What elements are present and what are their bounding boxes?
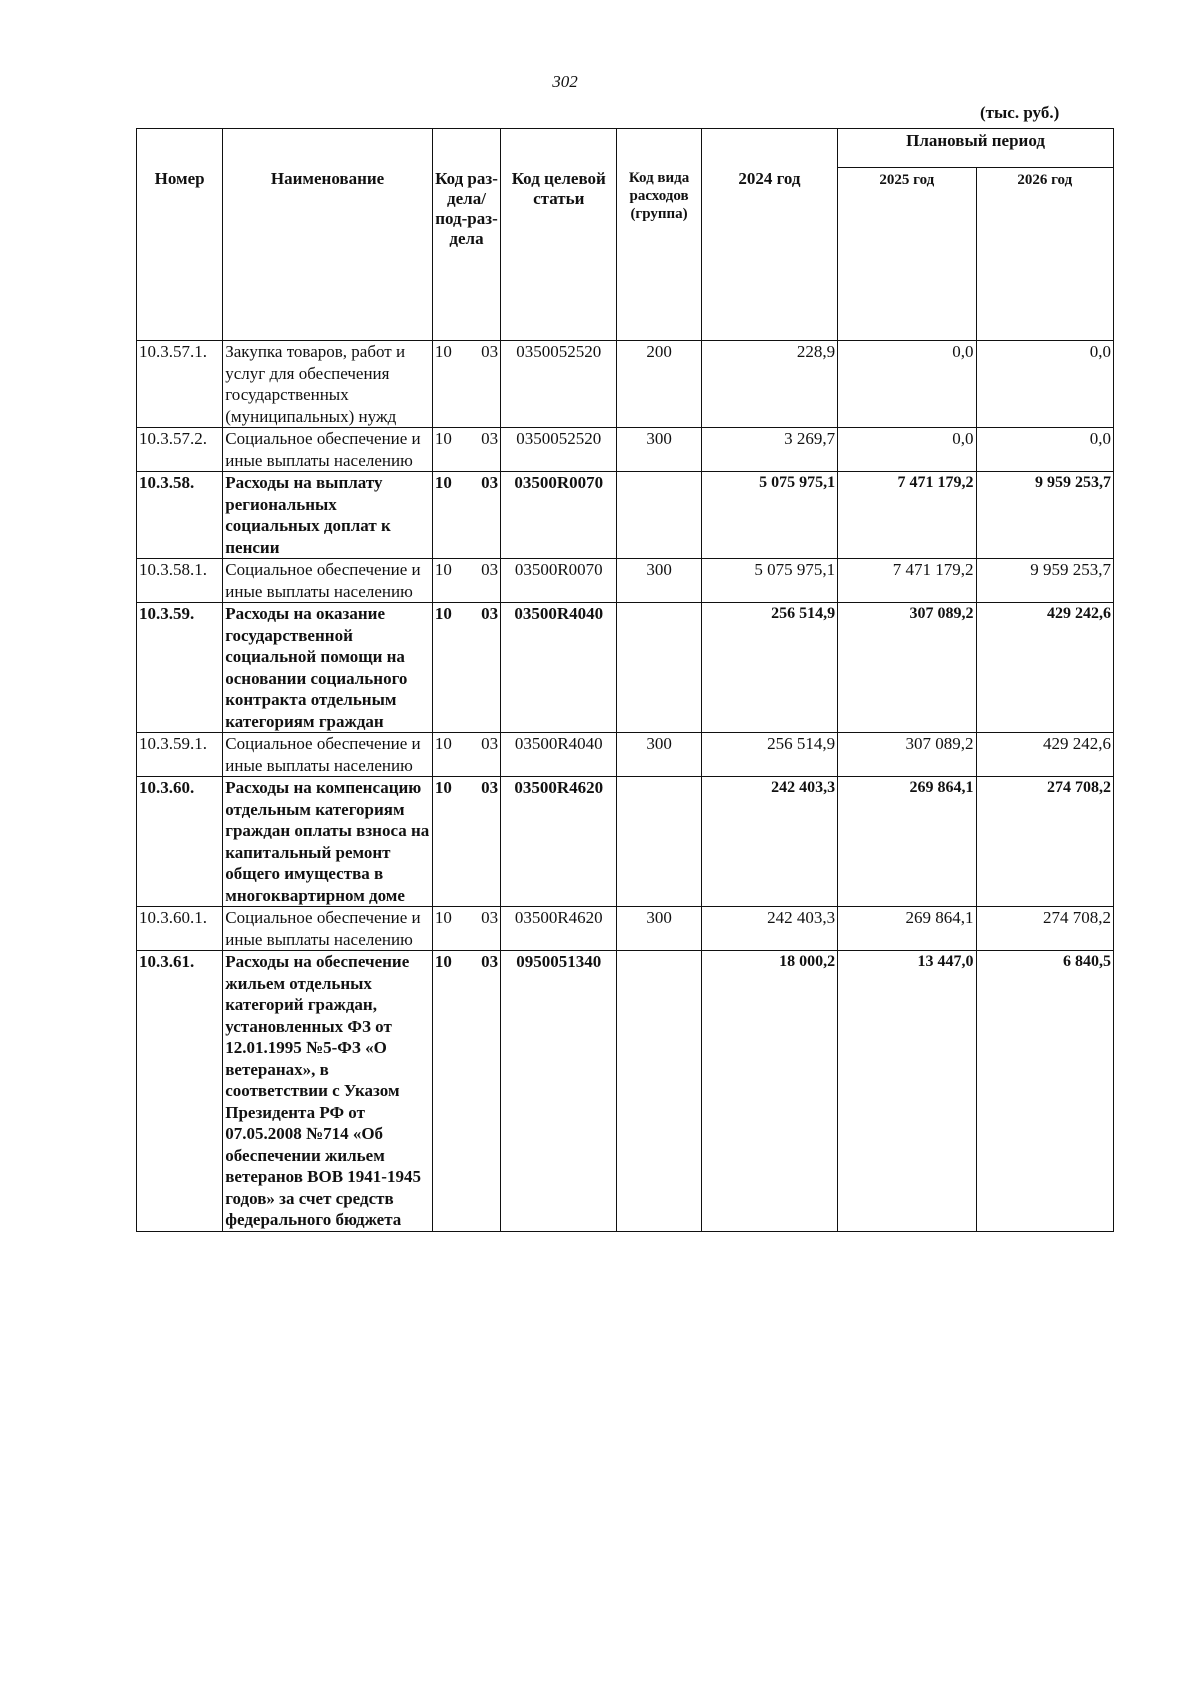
row-number: 10.3.58. [137,472,223,559]
row-name: Социальное обеспечение и иные выплаты населению [223,733,433,777]
row-amount-2025: 269 864,1 [838,777,976,907]
row-razdel [432,603,500,733]
header-name: Наименование [223,129,433,341]
row-section-code: 10 [434,908,452,927]
row-razdel [432,951,500,1232]
row-subsection-code: 03 [481,734,499,753]
row-section-code: 10 [434,734,452,753]
row-amount-2026: 0,0 [976,341,1113,428]
row-number: 10.3.60. [137,777,223,907]
table-row [137,472,1114,559]
row-razdel [432,472,500,559]
table-row [137,777,1114,907]
row-target-code: 0350052520 [501,428,617,472]
row-amount-2026: 274 708,2 [976,777,1113,907]
row-section-code: 10 [434,952,452,971]
row-target-code: 03500R0070 [501,559,617,603]
row-amount-2024: 256 514,9 [701,603,837,733]
row-number: 10.3.57.2. [137,428,223,472]
row-amount-2024: 242 403,3 [701,907,837,951]
header-row [137,129,1114,168]
row-target-code: 0350052520 [501,341,617,428]
row-section-code: 10 [434,778,452,797]
row-number: 10.3.60.1. [137,907,223,951]
row-name: Расходы на выплату региональных социальных доплат к пенсии [223,472,433,559]
page-number: 302 [552,72,578,91]
row-amount-2025: 307 089,2 [838,603,976,733]
row-name: Социальное обеспечение и иные выплаты населению [223,907,433,951]
header-2025: 2025 год [838,168,976,341]
row-amount-2026: 9 959 253,7 [976,472,1113,559]
row-section-code: 10 [434,604,452,623]
row-amount-2024: 18 000,2 [701,951,837,1232]
row-expense-type: 200 [617,341,701,428]
row-expense-type [617,951,701,1232]
row-number: 10.3.58.1. [137,559,223,603]
row-expense-type [617,603,701,733]
budget-table [136,128,1114,1232]
row-amount-2025: 7 471 179,2 [838,472,976,559]
row-section-code: 10 [434,429,452,448]
row-section-code: 10 [434,473,452,492]
row-razdel [432,559,500,603]
table-row [137,559,1114,603]
row-name: Расходы на оказание государственной социальной помощи на основании социального контракта отдельным категориям граждан [223,603,433,733]
row-target-code: 03500R0070 [501,472,617,559]
row-amount-2025: 13 447,0 [838,951,976,1232]
row-amount-2025: 7 471 179,2 [838,559,976,603]
row-name: Социальное обеспечение и иные выплаты населению [223,559,433,603]
row-subsection-code: 03 [481,429,499,448]
table-row [137,603,1114,733]
row-expense-type [617,777,701,907]
row-expense-type: 300 [617,907,701,951]
row-subsection-code: 03 [481,908,499,927]
row-name: Социальное обеспечение и иные выплаты населению [223,428,433,472]
row-amount-2024: 5 075 975,1 [701,472,837,559]
row-amount-2024: 5 075 975,1 [701,559,837,603]
row-number: 10.3.61. [137,951,223,1232]
row-subsection-code: 03 [481,604,499,623]
row-name: Расходы на обеспечение жильем отдельных категорий граждан, установленных ФЗ от 12.01.1995 №5-ФЗ «О ветеранах», в соответствии с Указом Президента РФ от 07.05.2008 №714 «Об обеспечении жильем ветеранов ВОВ 1941-1945 годов» за счет средств федерального бюджета [223,951,433,1232]
row-target-code: 03500R4040 [501,603,617,733]
row-amount-2024: 242 403,3 [701,777,837,907]
row-expense-type [617,472,701,559]
row-expense-type: 300 [617,733,701,777]
row-target-code: 0950051340 [501,951,617,1232]
row-target-code: 03500R4040 [501,733,617,777]
header-2026: 2026 год [976,168,1113,341]
row-subsection-code: 03 [481,952,499,971]
header-razdel: Код раз-дела/ под-раз-дела [432,129,500,341]
table-row [137,428,1114,472]
header-vid: Код вида расходов (группа) [617,129,701,341]
row-expense-type: 300 [617,559,701,603]
header-2024: 2024 год [701,129,837,341]
row-amount-2024: 228,9 [701,341,837,428]
header-plan-period: Плановый период [838,129,1114,168]
row-amount-2026: 429 242,6 [976,733,1113,777]
row-razdel [432,777,500,907]
units-label: (тыс. руб.) [980,103,1060,122]
row-amount-2024: 3 269,7 [701,428,837,472]
table-row [137,341,1114,428]
row-number: 10.3.59.1. [137,733,223,777]
row-name: Закупка товаров, работ и услуг для обеспечения государственных (муниципальных) нужд [223,341,433,428]
row-target-code: 03500R4620 [501,907,617,951]
row-subsection-code: 03 [481,560,499,579]
row-section-code: 10 [434,560,452,579]
row-razdel [432,733,500,777]
row-section-code: 10 [434,342,452,361]
row-subsection-code: 03 [481,473,499,492]
table-row [137,733,1114,777]
row-amount-2025: 307 089,2 [838,733,976,777]
row-amount-2026: 6 840,5 [976,951,1113,1232]
header-celevaya: Код целевой статьи [501,129,617,341]
row-razdel [432,907,500,951]
row-amount-2026: 429 242,6 [976,603,1113,733]
row-number: 10.3.57.1. [137,341,223,428]
row-expense-type: 300 [617,428,701,472]
row-name: Расходы на компенсацию отдельным категориям граждан оплаты взноса на капитальный ремонт общего имущества в многоквартирном доме [223,777,433,907]
row-target-code: 03500R4620 [501,777,617,907]
row-subsection-code: 03 [481,778,499,797]
row-amount-2024: 256 514,9 [701,733,837,777]
row-razdel [432,341,500,428]
table-row [137,951,1114,1232]
table-row [137,907,1114,951]
row-amount-2025: 269 864,1 [838,907,976,951]
row-amount-2026: 274 708,2 [976,907,1113,951]
row-subsection-code: 03 [481,342,499,361]
row-amount-2026: 0,0 [976,428,1113,472]
row-amount-2025: 0,0 [838,341,976,428]
row-amount-2025: 0,0 [838,428,976,472]
row-number: 10.3.59. [137,603,223,733]
row-amount-2026: 9 959 253,7 [976,559,1113,603]
row-razdel [432,428,500,472]
header-num: Номер [137,129,223,341]
